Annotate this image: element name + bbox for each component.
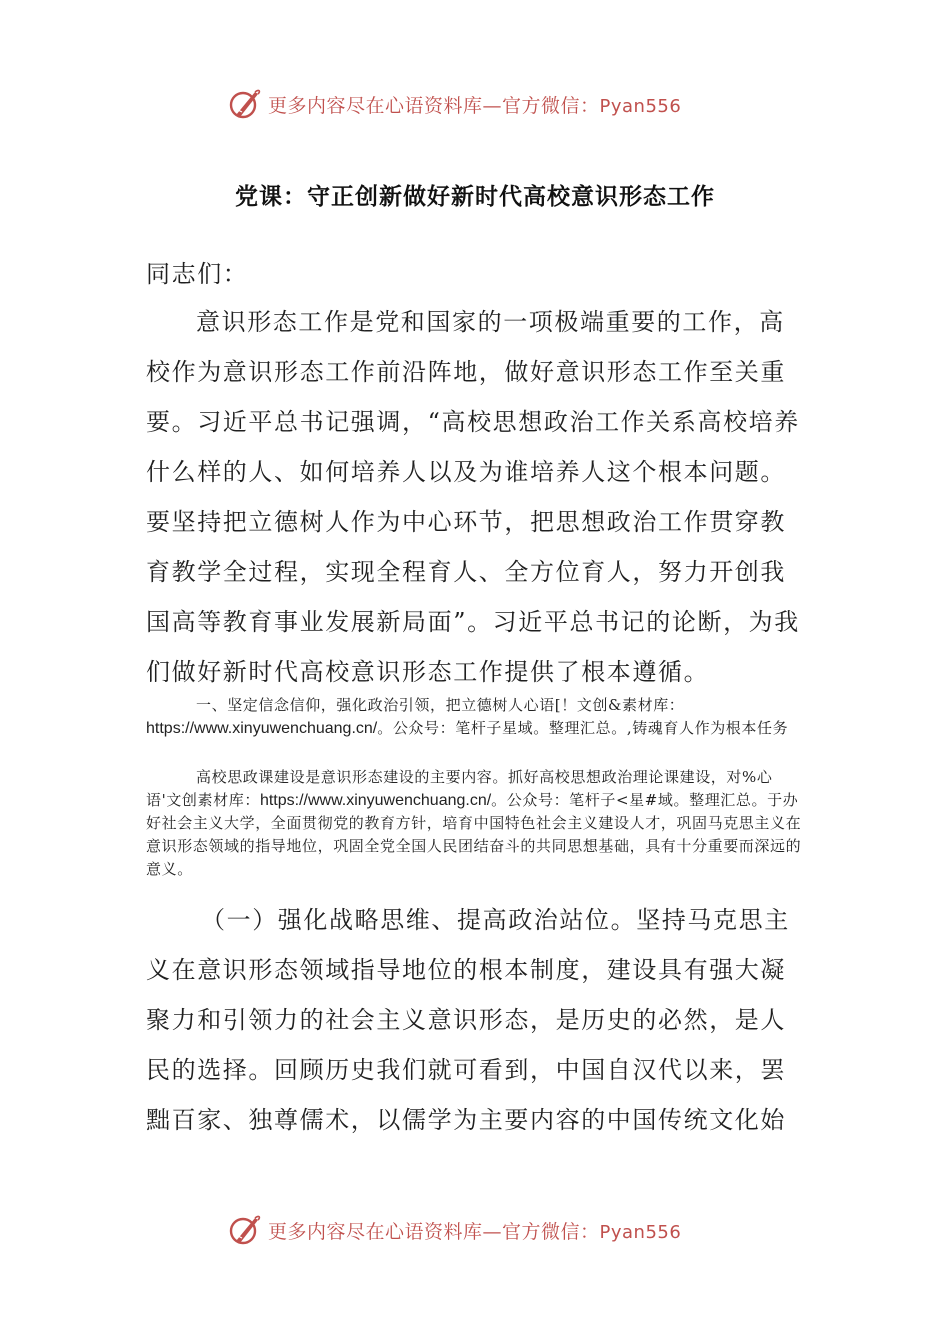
- banner-label: 更多内容尽在心语资料库—官方微信：: [268, 94, 600, 117]
- subsection-paragraph-1: （一）强化战略思维、提高政治站位。坚持马克思主义在意识形态领域指导地位的根本制度，建设具有强大凝聚力和引领力的社会主义意识形态，是历史的必然，是人民的选择。回顾历史我们就可看到，中国自汉代以来，罢黜百家、独尊儒术，以儒学为主要内容的中国传统文化始: [146, 906, 790, 1134]
- greeting: 同志们：: [146, 260, 249, 288]
- quill-pen-logo-icon: [228, 1213, 262, 1247]
- intro-paragraph: 意识形态工作是党和国家的一项极端重要的工作，高校作为意识形态工作前沿阵地，做好意识形态工作至关重要。习近平总书记强调，“高校思想政治工作关系高校培养什么样的人、如何培养人以及为谁培养人这个根本问题。要坚持把立德树人作为中心环节，把思想政治工作贯穿教育教学全过程，实现全程育人、全方位育人，努力开创我国高等教育事业发展新局面”。习近平总书记的论断，为我们做好新时代高校意识形态工作提供了根本遵循。: [146, 308, 800, 686]
- banner-wechat-handle: Pyan556: [599, 1221, 682, 1243]
- document-title: 党课：守正创新做好新时代高校意识形态工作: [235, 184, 715, 210]
- section-paragraph-text-start: 高校思政课建设是意识形态建设的主要内容。抓好高校思想政治理论课建设，对%心语'文创素材库：: [146, 768, 773, 809]
- website-link[interactable]: https://www.xinyuwenchuang.cn/: [146, 720, 378, 737]
- section-heading-text-start: 一、坚定信念信仰，强化政治引领，把立德树人心语[！文创&素材库：: [196, 696, 685, 714]
- banner-text: [268, 91, 681, 118]
- header-banner: [228, 84, 728, 124]
- section-heading-text-end: 。公众号：笔杆子星域。整理汇总。,铸魂育人作为根本任务: [377, 719, 789, 737]
- quill-pen-logo-icon: [228, 87, 262, 121]
- banner-wechat-handle: Pyan556: [599, 95, 682, 117]
- banner-text: [268, 1217, 681, 1244]
- website-link[interactable]: https://www.xinyuwenchuang.cn/: [259, 792, 492, 809]
- section-paragraph-1: [146, 766, 806, 881]
- section-heading-1: [146, 694, 806, 740]
- section-paragraph-text-end: 。公众号：笔杆子<星#域。整理汇总。于办好社会主义大学，全面贯彻党的教育方针，培育中国特色社会主义建设人才，巩固马克思主义在意识形态领域的指导地位，巩固全党全国人民团结奋斗的共同思想基础，具有十分重要而深远的意义。: [146, 791, 802, 878]
- banner-label: 更多内容尽在心语资料库—官方微信：: [268, 1220, 600, 1243]
- footer-banner: [228, 1210, 728, 1250]
